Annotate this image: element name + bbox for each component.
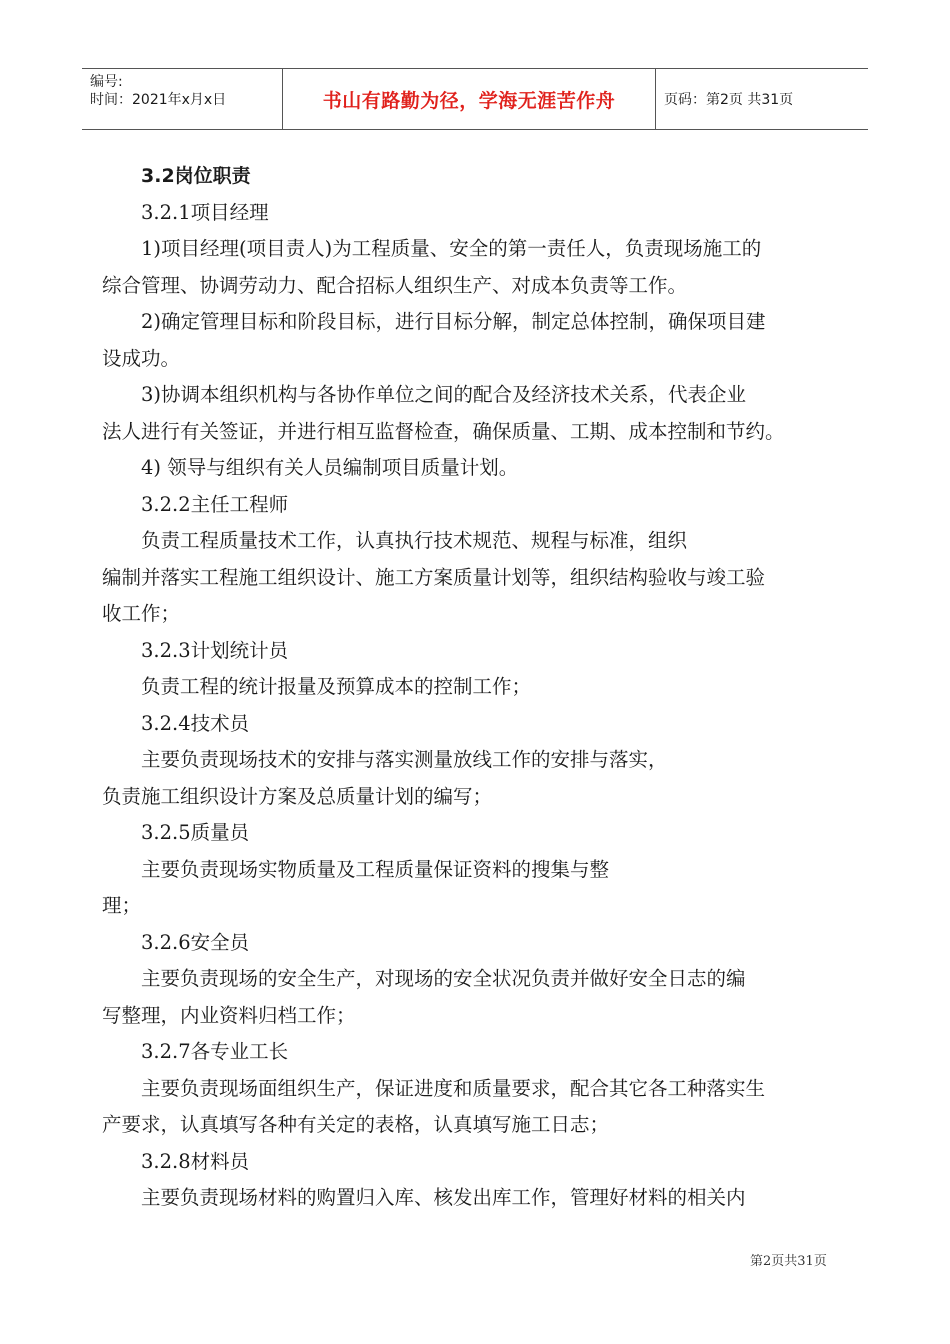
body-line: 写整理，内业资料归档工作； [102, 1003, 356, 1027]
body-line: 3.2.7各专业工长 [141, 1040, 289, 1063]
body-line: 3.2.1项目经理 [141, 200, 269, 224]
body-line: 法人进行有关签证，并进行相互监督检查，确保质量、工期、成本控制和节约。 [102, 419, 785, 443]
body-line: 主要负责现场实物质量及工程质量保证资料的搜集与整 [141, 857, 610, 881]
motto-text: 书山有路勤为径，学海无涯苦作舟 [322, 89, 616, 112]
body-line: 负责工程质量技术工作，认真执行技术规范、规程与标准，组织 [141, 529, 688, 552]
body-line: 综合管理、协调劳动力、配合招标人组织生产、对成本负责等工作。 [102, 273, 688, 297]
body-line: 3.2.5质量员 [141, 821, 250, 844]
body-line: 3.2.2主任工程师 [141, 492, 289, 516]
body-line: 主要负责现场材料的购置归入库、核发出库工作，管理好材料的相关内 [141, 1186, 746, 1209]
section-heading: 3.2岗位职责 [141, 165, 251, 187]
body-line: 编制并落实工程施工组织设计、施工方案质量计划等，组织结构验收与竣工验 [102, 565, 766, 589]
header-meta [82, 69, 282, 129]
document-number-label: 编号: [90, 74, 123, 90]
body-line: 主要负责现场的安全生产，对现场的安全状况负责并做好安全日志的编 [141, 967, 746, 990]
body-line: 收工作； [102, 602, 181, 625]
body-line: 理； [102, 894, 142, 917]
document-body [102, 158, 854, 1217]
body-line: 设成功。 [102, 346, 181, 370]
body-line: 主要负责现场面组织生产，保证进度和质量要求，配合其它各工种落实生 [141, 1076, 766, 1100]
body-line: 3.2.4技术员 [141, 711, 250, 735]
body-line: 3.2.6安全员 [141, 930, 250, 954]
body-line: 2)确定管理目标和阶段目标，进行目标分解，制定总体控制，确保项目建 [141, 310, 766, 333]
document-date: 时间：2021年x月x日 [90, 92, 227, 108]
body-line: 3.2.3计划统计员 [141, 638, 289, 662]
body-line: 负责施工组织设计方案及总质量计划的编写； [102, 784, 493, 808]
body-line: 1)项目经理(项目责人)为工程质量、安全的第一责任人，负责现场施工的 [141, 237, 762, 260]
body-line: 主要负责现场技术的安排与落实测量放线工作的安排与落实， [141, 748, 668, 771]
document-header [82, 68, 868, 130]
header-page-info: 页码：第2页 共31页 [664, 92, 794, 108]
body-line: 3.2.8材料员 [141, 1149, 250, 1173]
body-line: 产要求，认真填写各种有关定的表格，认真填写施工日志； [102, 1113, 610, 1136]
body-line: 负责工程的统计报量及预算成本的控制工作； [141, 675, 532, 698]
header-page-cell [656, 69, 868, 129]
body-line: 3)协调本组织机构与各协作单位之间的配合及经济技术关系，代表企业 [141, 383, 747, 406]
header-motto-cell [282, 69, 656, 129]
footer-page-number: 第2页共31页 [750, 1254, 827, 1269]
body-line: 4) 领导与组织有关人员编制项目质量计划。 [141, 456, 519, 479]
